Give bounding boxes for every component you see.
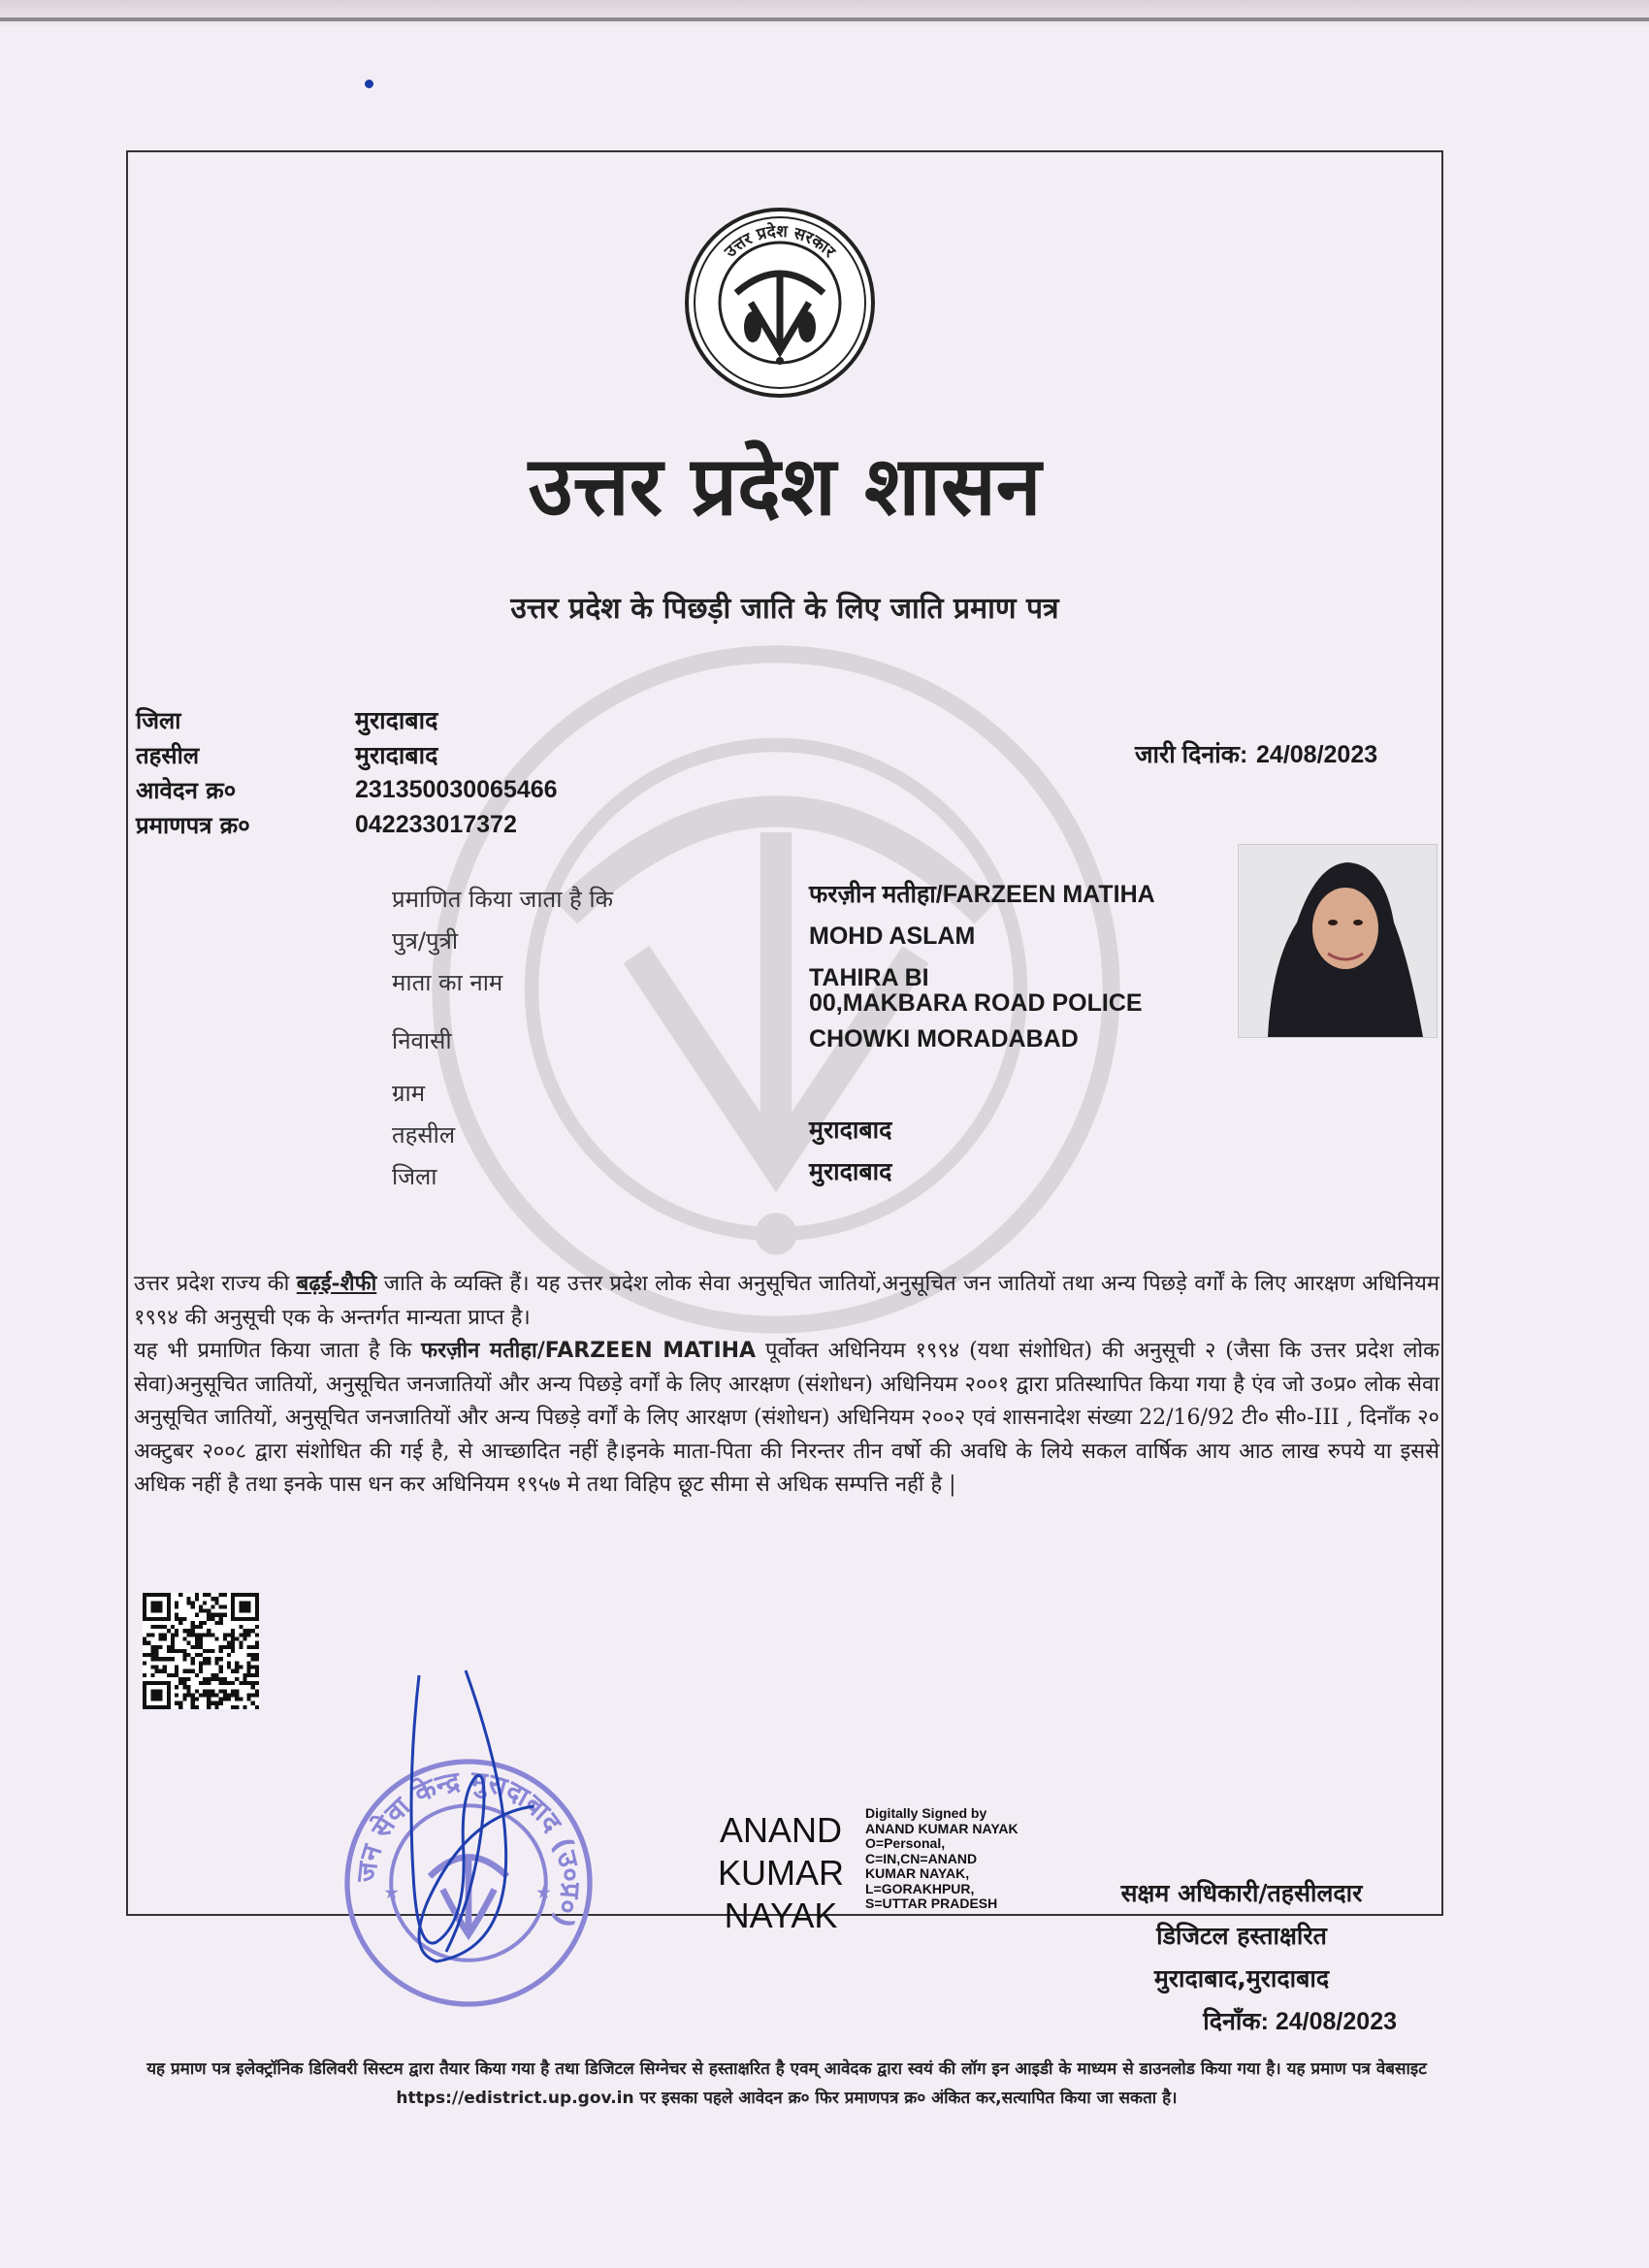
mother-label: माता का नाम: [392, 969, 503, 996]
issue-date: [1135, 737, 1377, 770]
detail-row-mother: [392, 964, 929, 998]
digital-signature-name: [718, 1809, 844, 1937]
digital-signature-details: [865, 1806, 1018, 1912]
applicant-name: फरज़ीन मतीहा/FARZEEN MATIHA: [809, 881, 1155, 908]
ink-dot: [365, 80, 373, 88]
applicant-portrait-icon: [1239, 845, 1437, 1037]
dsig-detail-line: O=Personal,: [865, 1835, 946, 1851]
body-applicant-name: फरज़ीन मतीहा/FARZEEN MATIHA: [421, 1339, 757, 1363]
detail-district-value: मुरादाबाद: [809, 1158, 892, 1185]
application-number: 231350030065466: [355, 775, 558, 803]
body-p2-start: यह भी प्रमाणित किया जाता है कि: [134, 1339, 422, 1363]
svg-text:जन सेवा केन्द्र मुरादाबाद (उ०प: जन सेवा केन्द्र मुरादाबाद (उ०प्र०): [349, 1765, 588, 1932]
meta-row-application: [136, 772, 558, 807]
officer-location: मुरादाबाद,मुरादाबाद: [1153, 1964, 1330, 1993]
detail-row-village: [392, 1077, 425, 1109]
meta-row-certificate: [136, 807, 558, 842]
father-name: MOHD ASLAM: [809, 923, 976, 950]
detail-row-district: [392, 1158, 892, 1192]
footer-note: यह प्रमाण पत्र इलेक्ट्रॉनिक डिलिवरी सिस्टम द्वारा तैयार किया गया है तथा डिजिटल सिग्नेचर से हस्ताक्षरित है एवम् आवेदक द्वारा स्वयं की लॉग इन आइडी के माध्यम से डाउनलोड किया गया है। यह प्रमाण पत्र वेबसाइट https://edistrict.up.gov.in पर इसका पहले आवेदन क्र० फिर प्रमाणपत्र क्र० अंकित कर,सत्यापित किया जा सकता है।: [146, 2059, 1427, 2108]
body-p1-end: जाति के व्यक्ति हैं। यह उत्तर प्रदेश लोक सेवा अनुसूचित जातियों,अनुसूचित जन जातियों तथा अन्य पिछड़े वर्गों के लिए आरक्षण अधिनियम १९९४ की अनुसूची एक के अन्तर्गत मान्यता प्राप्त है।: [134, 1272, 1439, 1330]
svg-text:★: ★: [383, 1882, 400, 1903]
detail-row-parent: [392, 923, 976, 956]
dsig-name-line-1: ANAND: [719, 1810, 843, 1850]
svg-text:उत्तर प्रदेश सरकार: उत्तर प्रदेश सरकार: [721, 221, 839, 262]
detail-district-label: जिला: [392, 1163, 437, 1190]
svg-text:★: ★: [535, 1882, 552, 1903]
body-p1-start: उत्तर प्रदेश राज्य की: [134, 1272, 297, 1296]
dsig-detail-line: Digitally Signed by: [865, 1805, 987, 1821]
officer-digital-signed: डिजिटल हस्ताक्षरित: [1156, 1922, 1327, 1950]
residence-address: 00,MAKBARA ROAD POLICE CHOWKI MORADABAD: [809, 989, 1143, 1053]
detail-tehsil-value: मुरादाबाद: [809, 1117, 892, 1144]
officer-date-label: दिनाँक:: [1203, 2008, 1269, 2035]
district-label: जिला: [136, 706, 181, 734]
caste-name: बढ़ई-शैफी: [296, 1271, 377, 1296]
body-p2-end: पूर्वोक्त अधिनियम १९९४ (यथा संशोधित) की अनुसूची २ (जैसा कि उत्तर प्रदेश लोक सेवा)अनुसूचित जातियों, अनुसूचित जनजातियों और अन्य पिछड़े वर्गों के लिए आरक्षण (संशोधन) अधिनियम २००१ द्वारा प्रतिस्थापित किया गया है एंव जो उ०प्र० लोक सेवा अनुसूचित जातियों, अनुसूचित जनजातियों और अन्य पिछड़े वर्गों के लिए आरक्षण (संशोधन) अधिनियम २००२ एवं शासनादेश संख्या 22/16/92 टी० सी०-III , दिनाँक २० अक्टुबर २००८ द्वारा संशोधित की गई है, से आच्छादित नहीं है।इनके माता-पिता की निरन्तर तीन वर्षो की अवधि के लिये सकल वार्षिक आय आठ लाख रुपये या इससे अधिक नहीं है तथा इनके पास धन कर अधिनियम १९५७ मे तथा विहिप छूट सीमा से अधिक सम्पत्ति नहीं है |: [134, 1339, 1439, 1497]
relation-label: पुत्र/पुत्री: [392, 927, 459, 955]
page-title: उत्तर प्रदेश शासन: [528, 437, 1042, 534]
detail-row-residence: [392, 989, 1143, 1056]
certificate-body: [134, 1267, 1439, 1503]
dsig-name-line-3: NAYAK: [724, 1895, 838, 1935]
issuing-officer: [1086, 1872, 1397, 2043]
certificate-label: प्रमाणपत्र क्र०: [136, 811, 250, 839]
applicant-photo: [1238, 844, 1438, 1038]
tehsil-value: मुरादाबाद: [355, 742, 438, 769]
up-government-emblem-icon: [683, 206, 877, 400]
application-label: आवेदन क्र०: [136, 776, 237, 804]
handwritten-signature-icon: [378, 1661, 572, 1981]
detail-tehsil-label: तहसील: [392, 1121, 456, 1149]
dsig-name-line-2: KUMAR: [718, 1853, 845, 1893]
issue-date-value: 24/08/2023: [1256, 741, 1378, 768]
meta-row-district: [136, 702, 558, 737]
dsig-detail-line: L=GORAKHPUR,: [865, 1880, 975, 1896]
issue-date-label: जारी दिनांक:: [1135, 741, 1248, 768]
meta-row-tehsil: [136, 737, 558, 772]
tehsil-label: तहसील: [136, 741, 200, 769]
certify-label: प्रमाणित किया जाता है कि: [392, 886, 614, 913]
officer-date-value: 24/08/2023: [1275, 2008, 1397, 2035]
dsig-detail-line: KUMAR NAYAK,: [865, 1865, 970, 1881]
district-value: मुरादाबाद: [355, 707, 438, 734]
scan-top-edge: [0, 0, 1649, 25]
residence-label: निवासी: [392, 1027, 452, 1054]
certificate-meta: [136, 702, 558, 842]
officer-designation: सक्षम अधिकारी/तहसीलदार: [1120, 1879, 1363, 1907]
village-label: ग्राम: [392, 1080, 426, 1107]
mother-name: TAHIRA BI: [809, 964, 929, 991]
qr-code-icon: [143, 1593, 259, 1709]
dsig-detail-line: S=UTTAR PRADESH: [865, 1895, 998, 1911]
officer-date: [1086, 2000, 1397, 2043]
detail-row-tehsil: [392, 1117, 892, 1150]
certificate-subtitle: उत्तर प्रदेश के पिछड़ी जाति के लिए जाति प्रमाण पत्र: [510, 592, 1059, 626]
certificate-number: 042233017372: [355, 810, 517, 838]
dsig-detail-line: ANAND KUMAR NAYAK: [865, 1820, 1018, 1836]
dsig-detail-line: C=IN,CN=ANAND: [865, 1850, 978, 1866]
detail-row-name: [392, 881, 1155, 915]
